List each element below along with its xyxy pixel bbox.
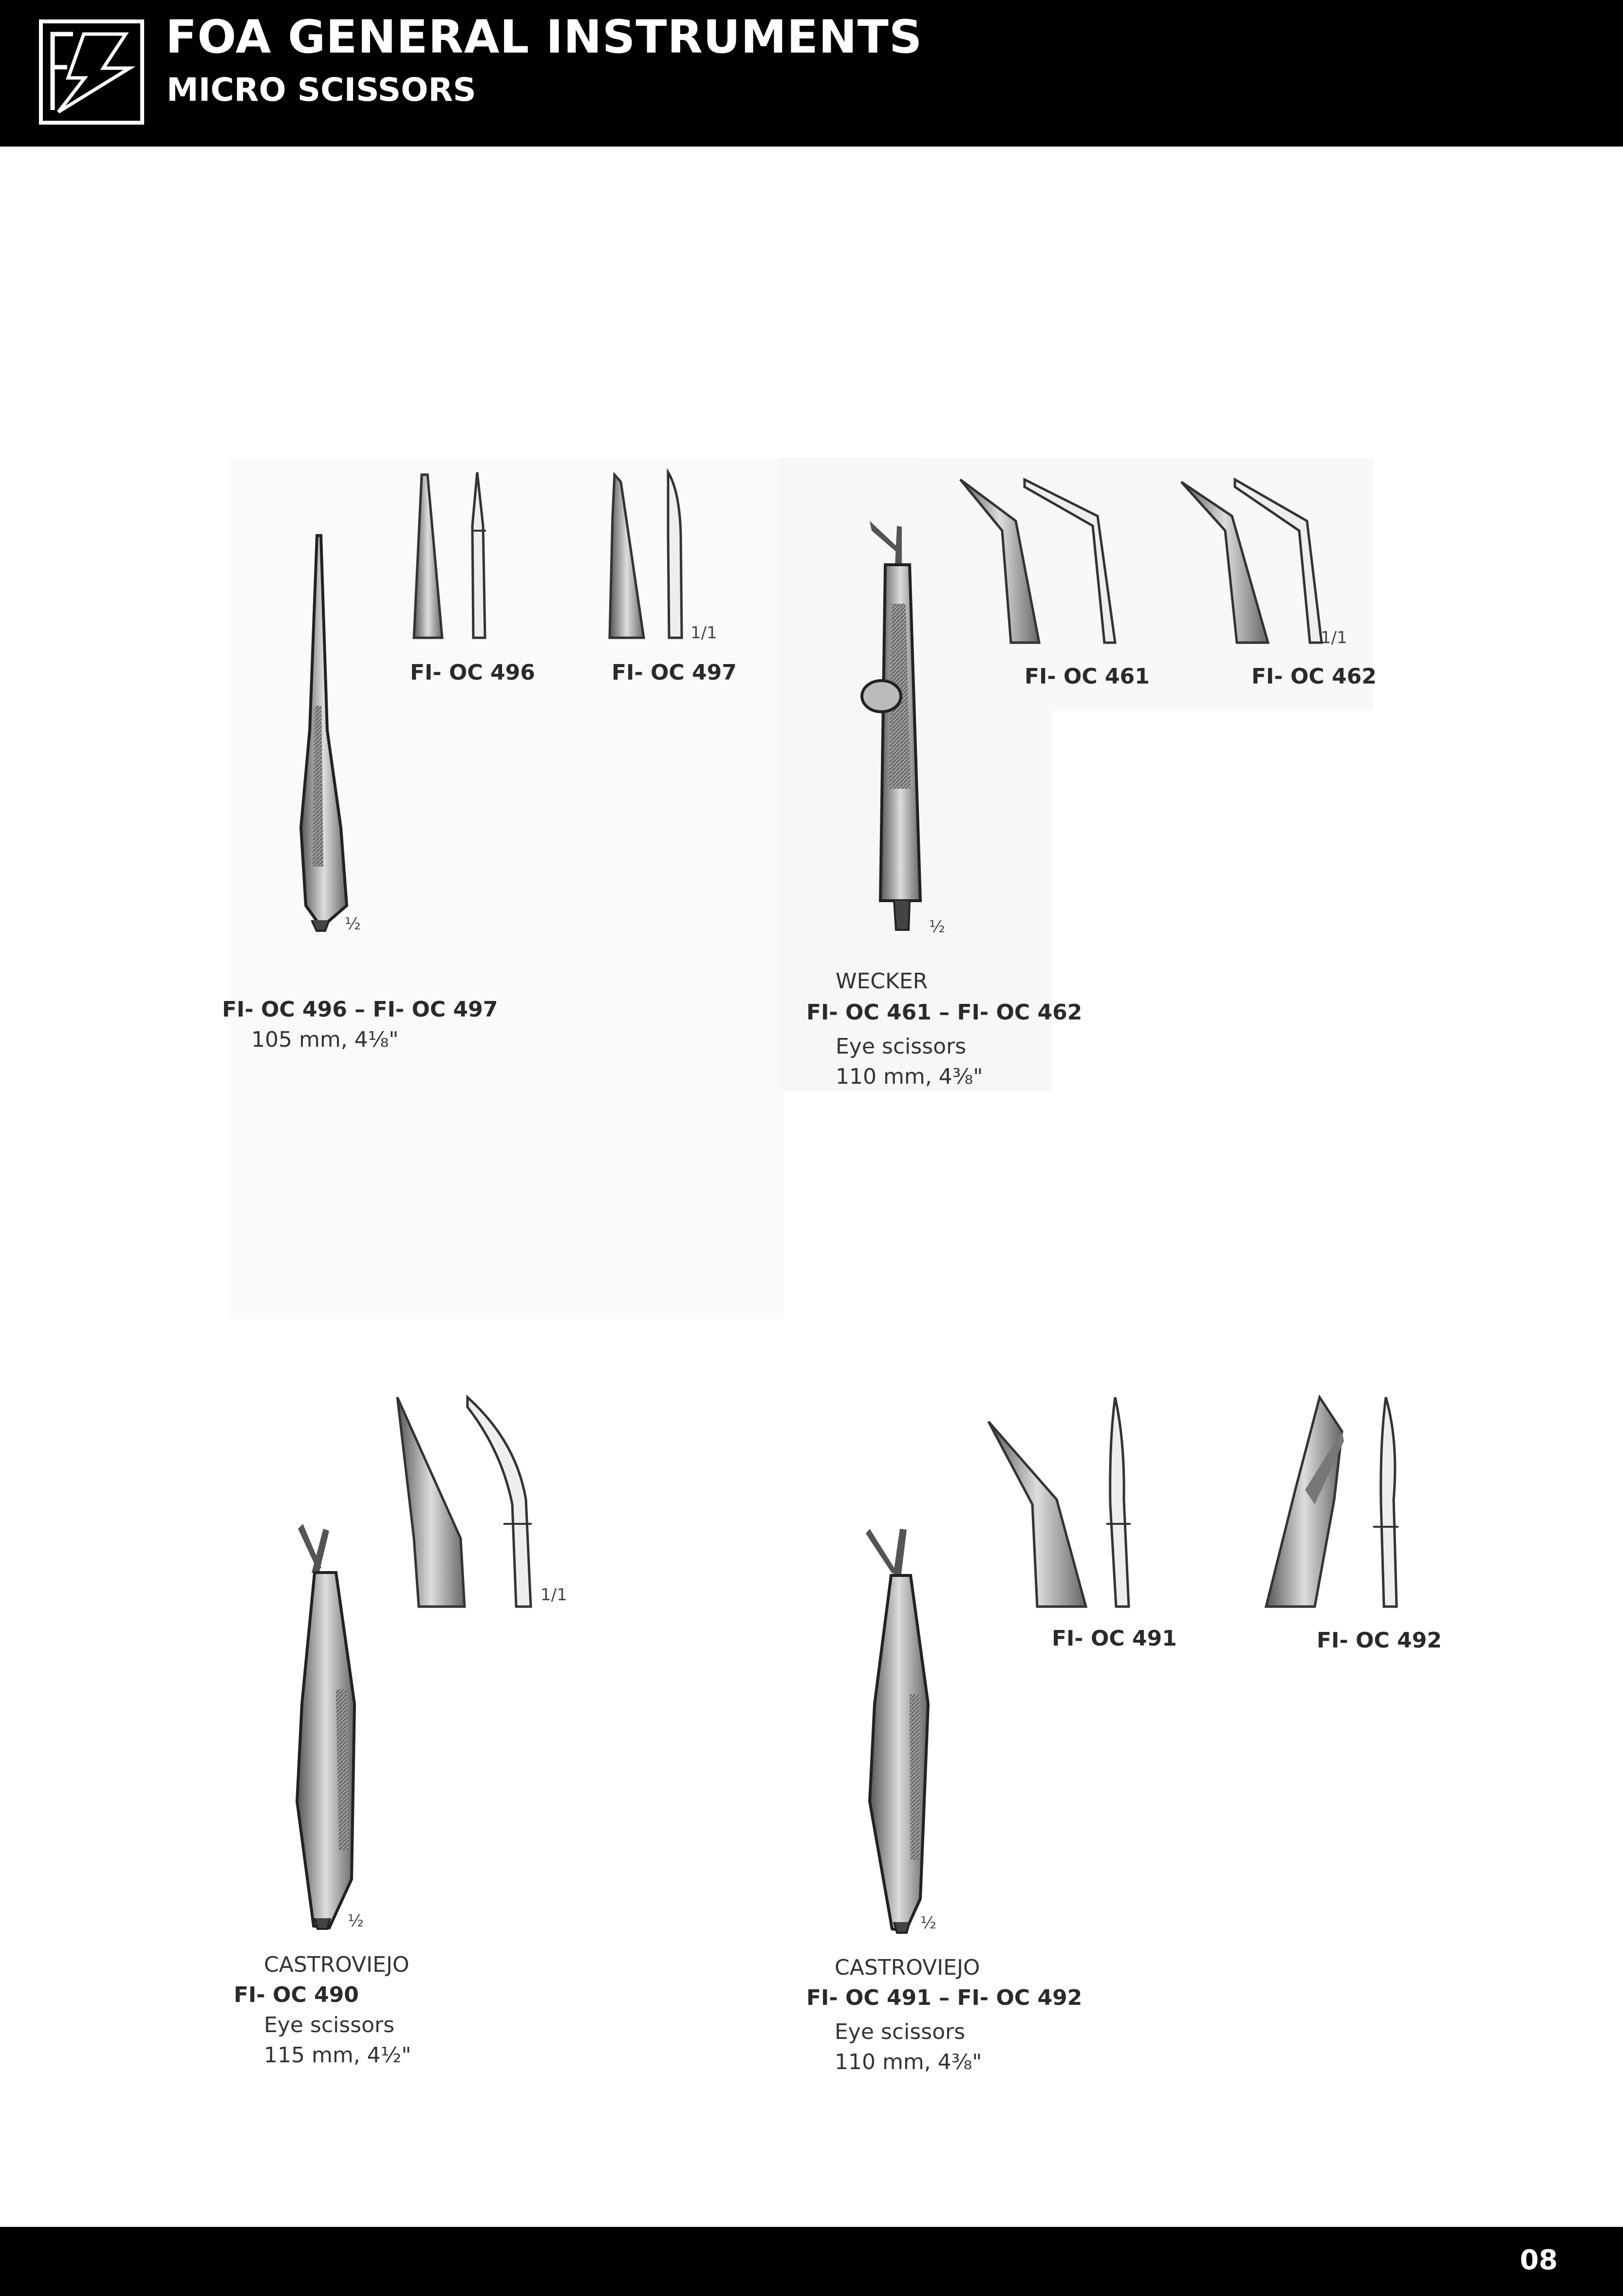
tip-label-oc491: FI- OC 491 [1052,1626,1177,1651]
tip-detail-oc492 [1266,1397,1399,1607]
scale-label: 1/1 [1321,628,1347,648]
scissors-oc491-illustration [866,1529,928,1933]
tip-label-oc461: FI- OC 461 [1025,664,1150,689]
product-code-oc490: FI- OC 490 [234,1982,359,2007]
scale-label: ½ [920,1913,936,1933]
product-brand-castroviejo: CASTROVIEJO [264,1952,410,1977]
product-code-oc461-462: FI- OC 461 – FI- OC 462 [806,1000,1082,1025]
brand-title: FOA GENERAL INSTRUMENTS [166,11,923,64]
product-brand-wecker: WECKER [836,969,928,994]
page-number: 08 [1520,2244,1558,2276]
product-size-oc490: 115 mm, 4½" [264,2043,411,2068]
scale-label: 1/1 [541,1585,567,1605]
product-description: Eye scissors [836,1034,967,1059]
tip-detail-oc491 [989,1397,1131,1607]
product-code-oc496-497: FI- OC 496 – FI- OC 497 [222,997,498,1022]
section-title: MICRO SCISSORS [167,71,476,109]
scale-label: ½ [348,1911,364,1931]
product-size-oc491-492: 110 mm, 4⅜" [835,2050,982,2074]
scissors-oc490-illustration [297,1524,354,1929]
product-code-oc491-492: FI- OC 491 – FI- OC 492 [806,1985,1082,2010]
product-description: Eye scissors [264,2013,395,2037]
tip-label-oc496: FI- OC 496 [410,660,535,685]
scale-label: ½ [929,917,945,937]
product-description: Eye scissors [835,2019,966,2044]
tip-label-oc497: FI- OC 497 [612,660,737,685]
tip-detail-oc490 [397,1397,532,1607]
tip-label-oc462: FI- OC 462 [1251,664,1377,689]
page-footer [0,2227,1623,2296]
scale-label: 1/1 [690,623,717,643]
product-brand-castroviejo: CASTROVIEJO [835,1955,980,1980]
product-size-oc461-462: 110 mm, 4⅜" [836,1064,983,1089]
product-size-oc496-497: 105 mm, 4⅛" [251,1027,399,1052]
scale-label: ½ [345,914,361,934]
tip-label-oc492: FI- OC 492 [1317,1628,1442,1653]
